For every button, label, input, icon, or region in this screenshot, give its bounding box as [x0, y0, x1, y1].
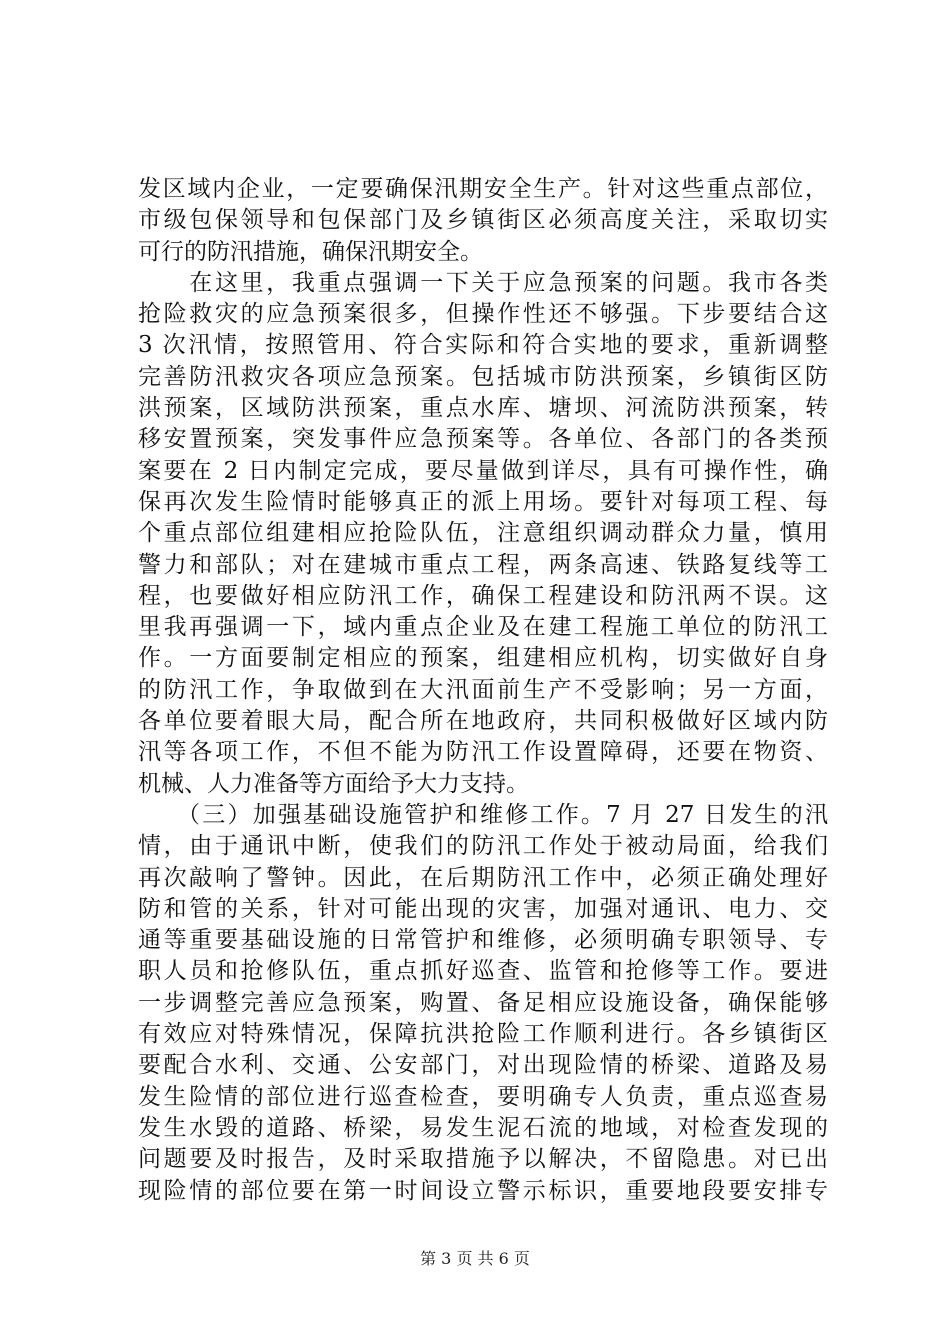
- text-line: 有效应对特殊情况，保障抗洪抢险工作顺利进行。各乡镇街区: [138, 1021, 828, 1048]
- text-line: 里我再强调一下，域内重点企业及在建工程施工单位的防汛工: [138, 614, 828, 641]
- text-line: 抢险救灾的应急预案很多，但操作性还不够强。下步要结合这: [138, 301, 828, 328]
- text-line: 案要在 2 日内制定完成，要尽量做到详尽，具有可操作性，确: [138, 457, 828, 484]
- text-line: 完善防汛救灾各项应急预案。包括城市防洪预案，乡镇街区防: [138, 363, 828, 390]
- text-line: 防和管的关系，针对可能出现的灾害，加强对通讯、电力、交: [138, 895, 828, 922]
- body-text: [138, 174, 828, 1207]
- text-line: 在这里，我重点强调一下关于应急预案的问题。我市各类: [138, 269, 828, 296]
- text-line: 警力和部队；对在建城市重点工程，两条高速、铁路复线等工: [138, 551, 828, 578]
- text-line: 的防汛工作，争取做到在大汛面前生产不受影响；另一方面，: [138, 676, 828, 703]
- text-line: 保再次发生险情时能够真正的派上用场。要针对每项工程、每: [138, 488, 828, 515]
- text-line: 洪预案，区域防洪预案，重点水库、塘坝、河流防洪预案，转: [138, 395, 828, 422]
- text-line: 机械、人力准备等方面给予大力支持。: [138, 770, 529, 797]
- text-line: 发生水毁的道路、桥梁，易发生泥石流的地域，对检查发现的: [138, 1114, 828, 1141]
- text-line: 现险情的部位要在第一时间设立警示标识，重要地段要安排专: [138, 1177, 828, 1204]
- text-line: 要配合水利、交通、公安部门，对出现险情的桥梁、道路及易: [138, 1052, 828, 1079]
- text-line: 个重点部位组建相应抢险队伍，注意组织调动群众力量，慎用: [138, 520, 828, 547]
- text-line: 3 次汛情，按照管用、符合实际和符合实地的要求，重新调整: [138, 332, 828, 359]
- text-line: （三）加强基础设施管护和维修工作。7 月 27 日发生的汛: [138, 801, 828, 828]
- text-line: 汛等各项工作，不但不能为防汛工作设置障碍，还要在物资、: [138, 739, 828, 766]
- page-footer: 第 3 页 共 6 页: [420, 1249, 530, 1268]
- text-line: 职人员和抢修队伍，重点抓好巡查、监管和抢修等工作。要进: [138, 958, 828, 985]
- text-line: 情，由于通讯中断，使我们的防汛工作处于被动局面，给我们: [138, 833, 828, 860]
- text-line: 发区域内企业，一定要确保汛期安全生产。针对这些重点部位，: [138, 176, 828, 202]
- text-line: 一步调整完善应急预案，购置、备足相应设施设备，确保能够: [138, 989, 828, 1016]
- text-line: 各单位要着眼大局，配合所在地政府，共同积极做好区域内防: [138, 708, 828, 735]
- text-line: 作。一方面要制定相应的预案，组建相应机构，切实做好自身: [138, 645, 828, 672]
- text-line: 移安置预案，突发事件应急预案等。各单位、各部门的各类预: [138, 426, 828, 453]
- text-line: 发生险情的部位进行巡查检查，要明确专人负责，重点巡查易: [138, 1083, 828, 1110]
- text-line: 可行的防汛措施，确保汛期安全。: [138, 238, 483, 265]
- text-line: 市级包保领导和包保部门及乡镇街区必须高度关注，采取切实: [138, 207, 828, 234]
- text-line: 再次敲响了警钟。因此，在后期防汛工作中，必须正确处理好: [138, 864, 828, 891]
- text-line: 通等重要基础设施的日常管护和维修，必须明确专职领导、专: [138, 927, 828, 954]
- text-line: 问题要及时报告，及时采取措施予以解决，不留隐患。对已出: [138, 1146, 828, 1173]
- text-line: 程，也要做好相应防汛工作，确保工程建设和防汛两不误。这: [138, 582, 828, 609]
